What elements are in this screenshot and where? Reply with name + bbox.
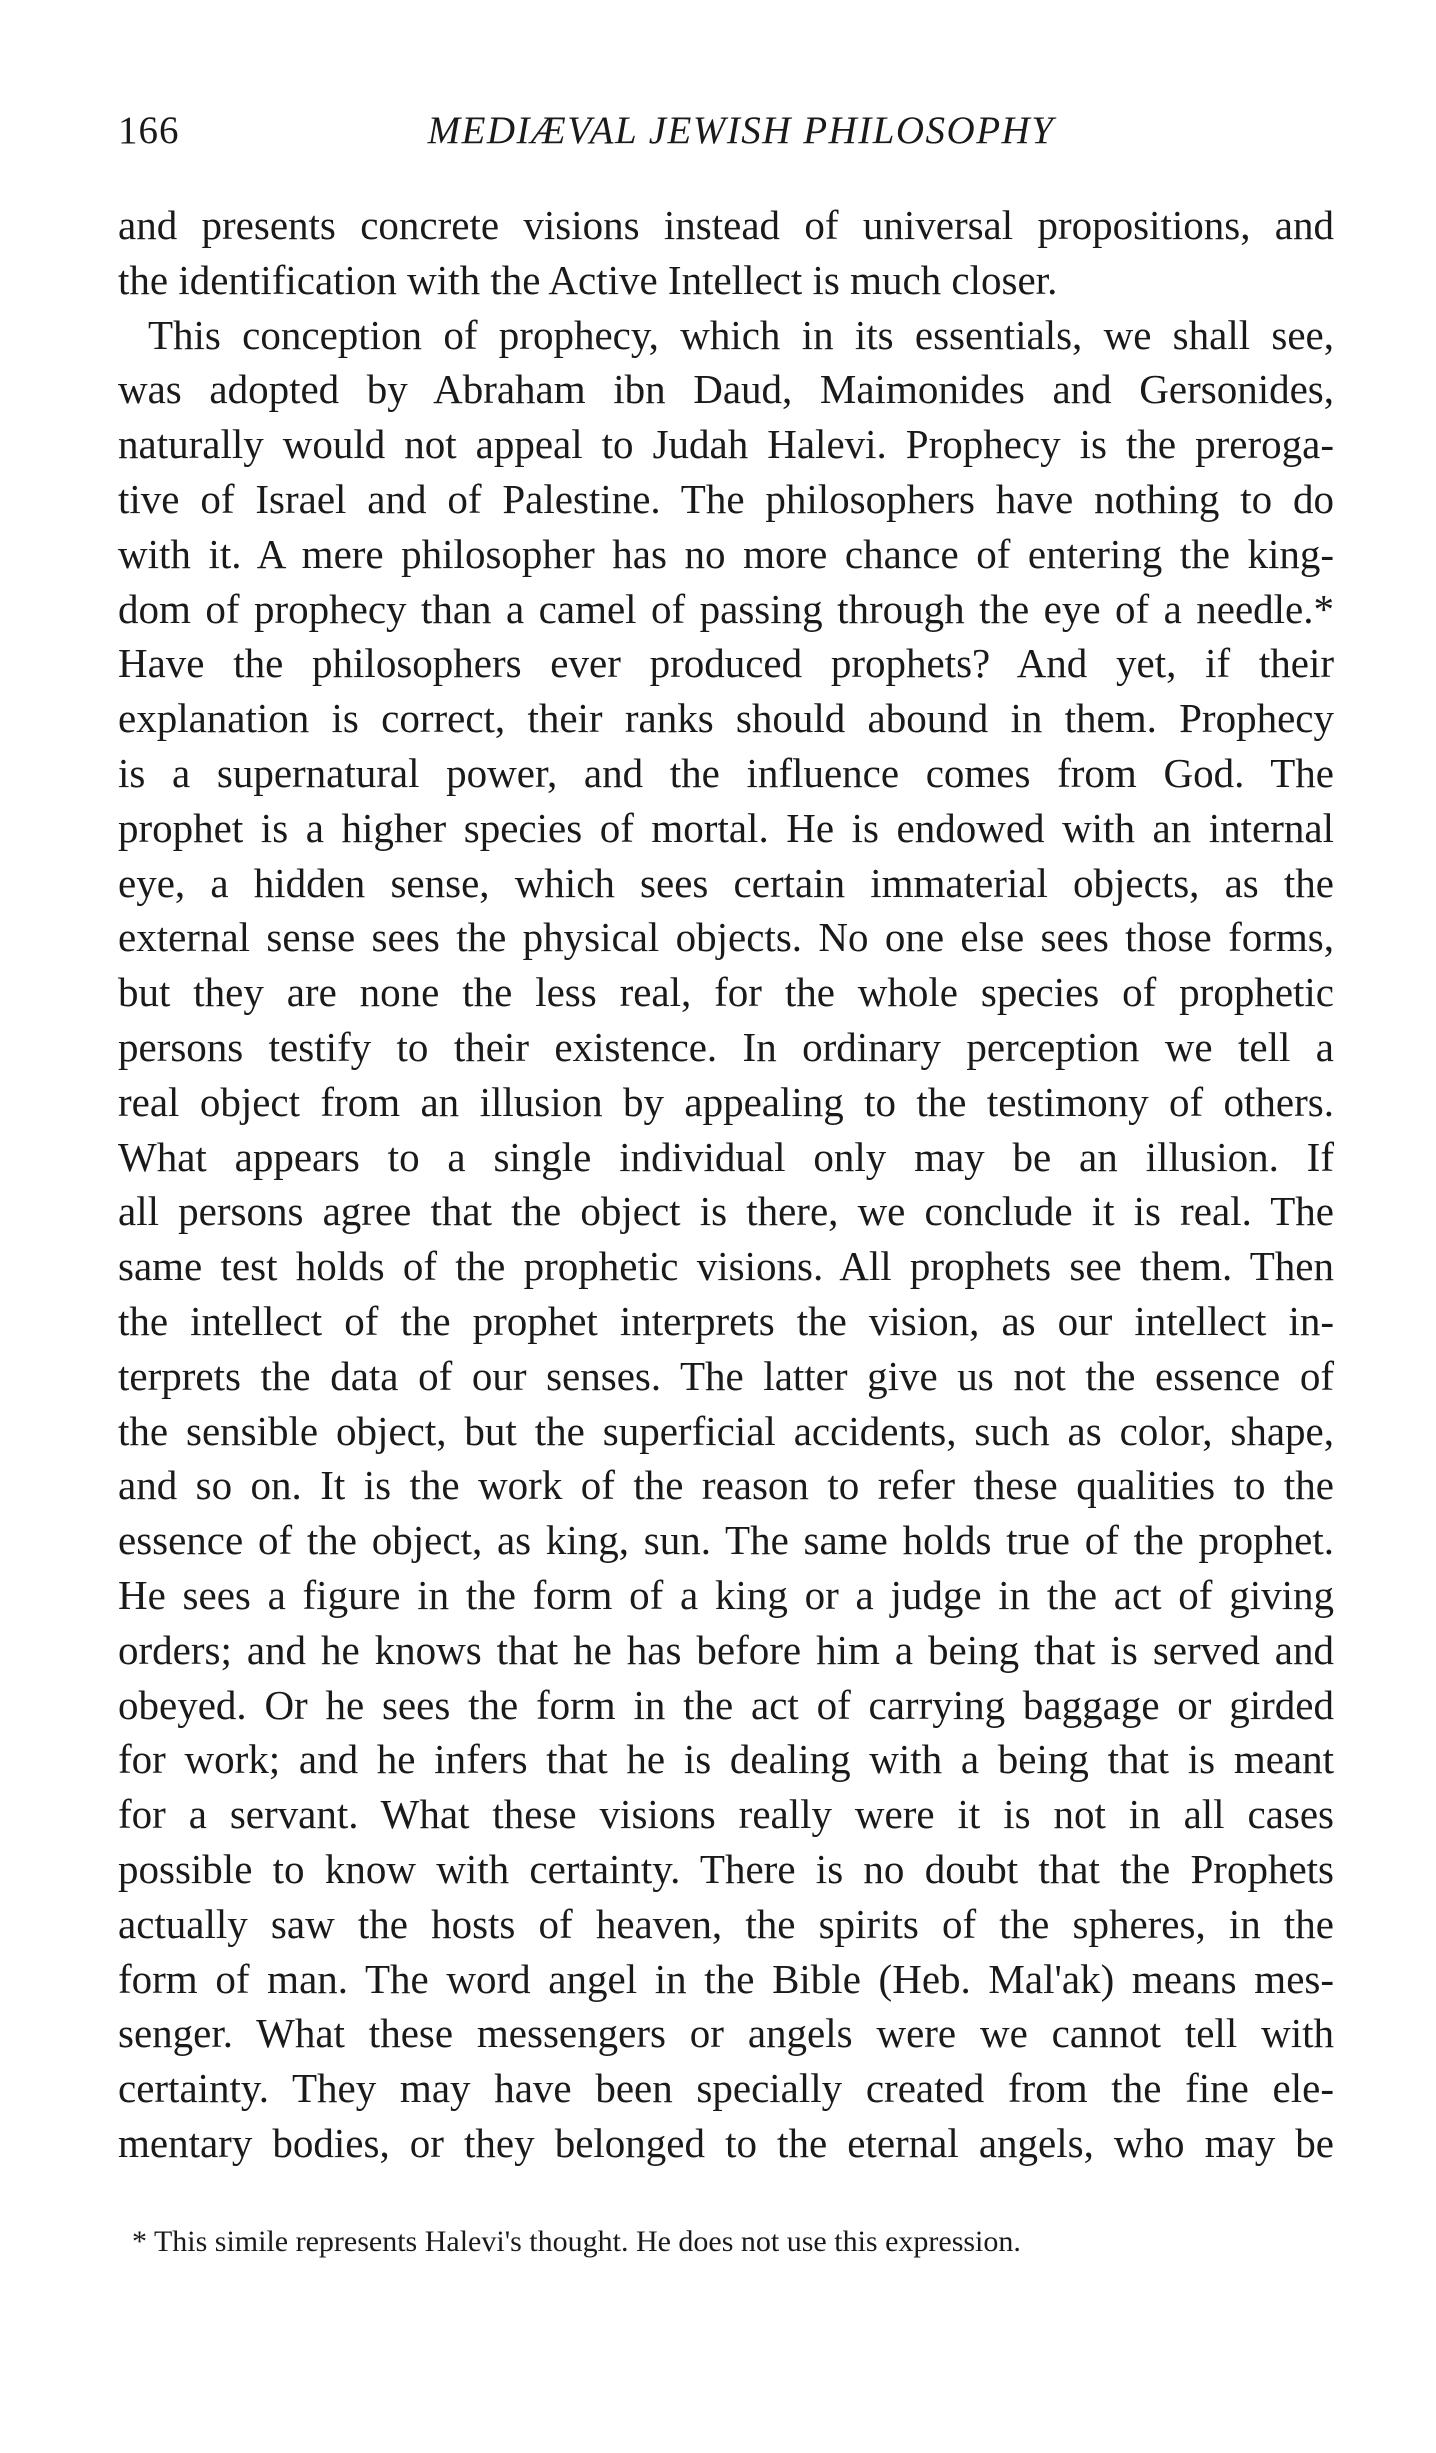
text-line: certainty. They may have been specially created from the fine ele-: [118, 2065, 1334, 2112]
text-line: but they are none the less real, for the whole species of prophetic: [118, 969, 1334, 1016]
text-line: eye, a hidden sense, which sees certain immaterial objects, as the: [118, 859, 1334, 906]
text-line: obeyed. Or he sees the form in the act of carrying baggage or girded: [118, 1681, 1334, 1728]
text-line: with it. A mere philosopher has no more chance of entering the king-: [118, 530, 1334, 577]
running-title: MEDIÆVAL JEWISH PHILOSOPHY: [427, 109, 1055, 152]
text-line: the sensible object, but the superficial accidents, such as color, shape,: [118, 1407, 1334, 1454]
text-line: is a supernatural power, and the influence comes from God. The: [118, 749, 1334, 796]
text-line: He sees a figure in the form of a king or a judge in the act of giving: [118, 1571, 1334, 1618]
footnote: * This simile represents Halevi's thought. He does not use this expression.: [132, 2225, 1021, 2258]
text-line: mentary bodies, or they belonged to the eternal angels, who may be: [118, 2119, 1334, 2166]
text-line: was adopted by Abraham ibn Daud, Maimonides and Gersonides,: [118, 366, 1334, 413]
running-head: [118, 108, 1334, 164]
text-line: actually saw the hosts of heaven, the spirits of the spheres, in the: [118, 1900, 1334, 1947]
text-line: tive of Israel and of Palestine. The philosophers have nothing to do: [118, 475, 1334, 522]
text-line: dom of prophecy than a camel of passing through the eye of a needle.*: [118, 585, 1334, 632]
text-line: external sense sees the physical objects. No one else sees those forms,: [118, 914, 1334, 961]
text-line: essence of the object, as king, sun. The same holds true of the prophet.: [118, 1517, 1334, 1564]
text-line: and presents concrete visions instead of universal propositions, and: [118, 202, 1334, 248]
text-line: for a servant. What these visions really were it is not in all cases: [118, 1791, 1334, 1838]
text-line: the intellect of the prophet interprets the vision, as our intellect in-: [118, 1297, 1334, 1344]
body-text: [118, 198, 1334, 2171]
text-line: terprets the data of our senses. The latter give us not the essence of: [118, 1352, 1334, 1399]
text-line: Have the philosophers ever produced prophets? And yet, if their: [118, 640, 1334, 687]
text-line: senger. What these messengers or angels were we cannot tell with: [118, 2010, 1334, 2057]
text-line: form of man. The word angel in the Bible (Heb. Mal'ak) means mes-: [118, 1955, 1334, 2002]
text-line: same test holds of the prophetic visions. All prophets see them. Then: [118, 1243, 1334, 1290]
text-line: naturally would not appeal to Judah Halevi. Prophecy is the preroga-: [118, 421, 1334, 468]
page-number: 166: [118, 109, 180, 152]
text-line: for work; and he infers that he is dealing with a being that is meant: [118, 1736, 1334, 1783]
text-line: and so on. It is the work of the reason to refer these qualities to the: [118, 1462, 1334, 1509]
text-line: persons testify to their existence. In ordinary perception we tell a: [118, 1023, 1334, 1070]
text-line: real object from an illusion by appealing to the testimony of others.: [118, 1078, 1334, 1125]
text-line: possible to know with certainty. There is no doubt that the Prophets: [118, 1845, 1334, 1892]
text-line: orders; and he knows that he has before him a being that is served and: [118, 1626, 1334, 1673]
text-line: the identification with the Active Intellect is much closer.: [118, 256, 1058, 303]
text-line: This conception of prophecy, which in its essentials, we shall see,: [148, 311, 1334, 358]
text-line: all persons agree that the object is there, we conclude it is real. The: [118, 1188, 1334, 1235]
text-line: prophet is a higher species of mortal. He is endowed with an internal: [118, 804, 1334, 851]
text-line: What appears to a single individual only may be an illusion. If: [118, 1133, 1334, 1180]
text-line: explanation is correct, their ranks should abound in them. Prophecy: [118, 695, 1334, 742]
